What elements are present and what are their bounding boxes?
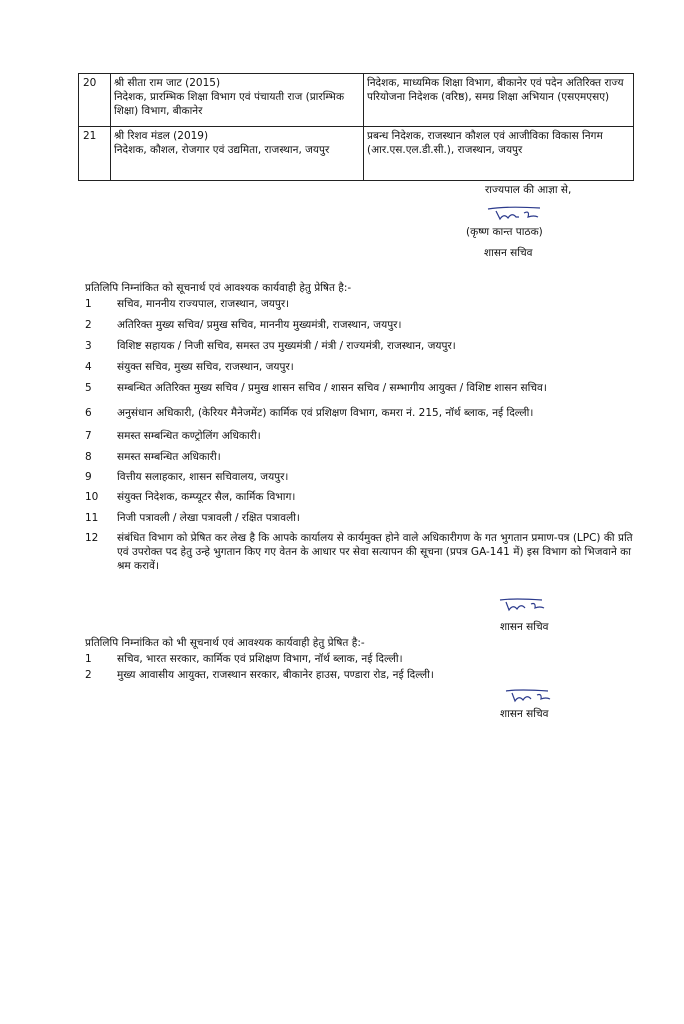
copy-heading: प्रतिलिपि निम्नांकित को सूचनार्थ एवं आवश्यक कार्यवाही हेतु प्रेषित है:- xyxy=(85,282,352,294)
item-text: मुख्य आवासीय आयुक्त, राजस्थान सरकार, बीकानेर हाउस, पण्डारा रोड, नई दिल्ली। xyxy=(117,669,434,681)
designation: शासन सचिव xyxy=(484,247,533,259)
item-number: 12 xyxy=(85,532,99,544)
by-order-text: राज्यपाल की आज्ञा से, xyxy=(485,184,572,196)
officer-cell xyxy=(111,74,364,127)
copy-heading: प्रतिलिपि निम्नांकित को भी सूचनार्थ एवं आवश्यक कार्यवाही हेतु प्रेषित है:- xyxy=(85,637,365,649)
item-text: सचिव, माननीय राज्यपाल, राजस्थान, जयपुर। xyxy=(117,298,290,310)
item-number: 3 xyxy=(85,340,92,352)
signature-image xyxy=(504,688,552,704)
item-text: सचिव, भारत सरकार, कार्मिक एवं प्रशिक्षण विभाग, नॉर्थ ब्लाक, नई दिल्ली। xyxy=(117,653,403,665)
table-row xyxy=(79,74,634,127)
current-posting: निदेशक, प्रारम्भिक शिक्षा विभाग एवं पंचायती राज (प्रारम्भिक शिक्षा) विभाग, बीकानेर xyxy=(114,91,345,117)
item-number: 4 xyxy=(85,361,92,373)
item-number: 2 xyxy=(85,319,92,331)
item-number: 2 xyxy=(85,669,92,681)
item-number: 1 xyxy=(85,653,92,665)
item-number: 7 xyxy=(85,430,92,442)
item-text: संबंधित विभाग को प्रेषित कर लेख है कि आपके कार्यालय से कार्यमुक्त होने वाले अधिकारीगण के गत भुगतान प्रमाण-पत्र (LPC) की प्रति एवं उपरोक्त पद हेतु उन्हे भुगतान किए गए वेतन के आधार पर सेवा सत्यापन की सूचना (प्रपत्र GA-141 में) इस विभाग को भिजवाने का श्रम करावें। xyxy=(117,532,633,572)
new-posting: निदेशक, माध्यमिक शिक्षा विभाग, बीकानेर एवं पदेन अतिरिक्त राज्य परियोजना निदेशक (वरिष्ठ), समग्र शिक्षा अभियान (एसएमएसए) xyxy=(364,74,634,127)
signature-image xyxy=(498,597,546,613)
designation: शासन सचिव xyxy=(500,621,549,633)
item-number: 8 xyxy=(85,451,92,463)
item-number: 6 xyxy=(85,407,92,419)
officer-cell xyxy=(111,127,364,181)
officer-name: श्री रिशव मंडल (2019) xyxy=(114,130,209,142)
item-text: निजी पत्रावली / लेखा पत्रावली / रक्षित पत्रावली। xyxy=(117,512,300,524)
row-number: 20 xyxy=(79,74,111,127)
signatory-name: (कृष्ण कान्त पाठक) xyxy=(466,226,543,238)
item-text: समस्त सम्बन्धित कण्ट्रोलिंग अधिकारी। xyxy=(117,430,261,442)
officer-name: श्री सीता राम जाट (2015) xyxy=(114,77,221,89)
item-text: अतिरिक्त मुख्य सचिव/ प्रमुख सचिव, माननीय मुख्यमंत्री, राजस्थान, जयपुर। xyxy=(117,319,402,331)
item-number: 1 xyxy=(85,298,92,310)
table-row xyxy=(79,127,634,181)
item-number: 5 xyxy=(85,382,92,394)
current-posting: निदेशक, कौशल, रोजगार एवं उद्यमिता, राजस्थान, जयपुर xyxy=(114,144,330,156)
designation: शासन सचिव xyxy=(500,708,549,720)
item-number: 11 xyxy=(85,512,99,524)
row-number: 21 xyxy=(79,127,111,181)
item-text: समस्त सम्बन्धित अधिकारी। xyxy=(117,451,221,463)
item-number: 10 xyxy=(85,491,99,503)
transfer-table xyxy=(78,73,634,181)
new-posting: प्रबन्ध निदेशक, राजस्थान कौशल एवं आजीविका विकास निगम (आर.एस.एल.डी.सी.), राजस्थान, जयपुर xyxy=(364,127,634,181)
item-text: वित्तीय सलाहकार, शासन सचिवालय, जयपुर। xyxy=(117,471,289,483)
item-text: सम्बन्धित अतिरिक्त मुख्य सचिव / प्रमुख शासन सचिव / शासन सचिव / सम्भागीय आयुक्त / विशिष्ट शासन सचिव। xyxy=(117,382,547,394)
item-number: 9 xyxy=(85,471,92,483)
item-text: विशिष्ट सहायक / निजी सचिव, समस्त उप मुख्यमंत्री / मंत्री / राज्यमंत्री, राजस्थान, जयपुर। xyxy=(117,340,456,352)
item-text: संयुक्त निदेशक, कम्प्यूटर सैल, कार्मिक विभाग। xyxy=(117,491,296,503)
signature-image xyxy=(486,205,542,223)
item-text: अनुसंधान अधिकारी, (केरियर मैनेजमेंट) कार्मिक एवं प्रशिक्षण विभाग, कमरा नं. 215, नॉर्थ ब्लाक, नई दिल्ली। xyxy=(117,407,534,419)
item-text: संयुक्त सचिव, मुख्य सचिव, राजस्थान, जयपुर। xyxy=(117,361,294,373)
